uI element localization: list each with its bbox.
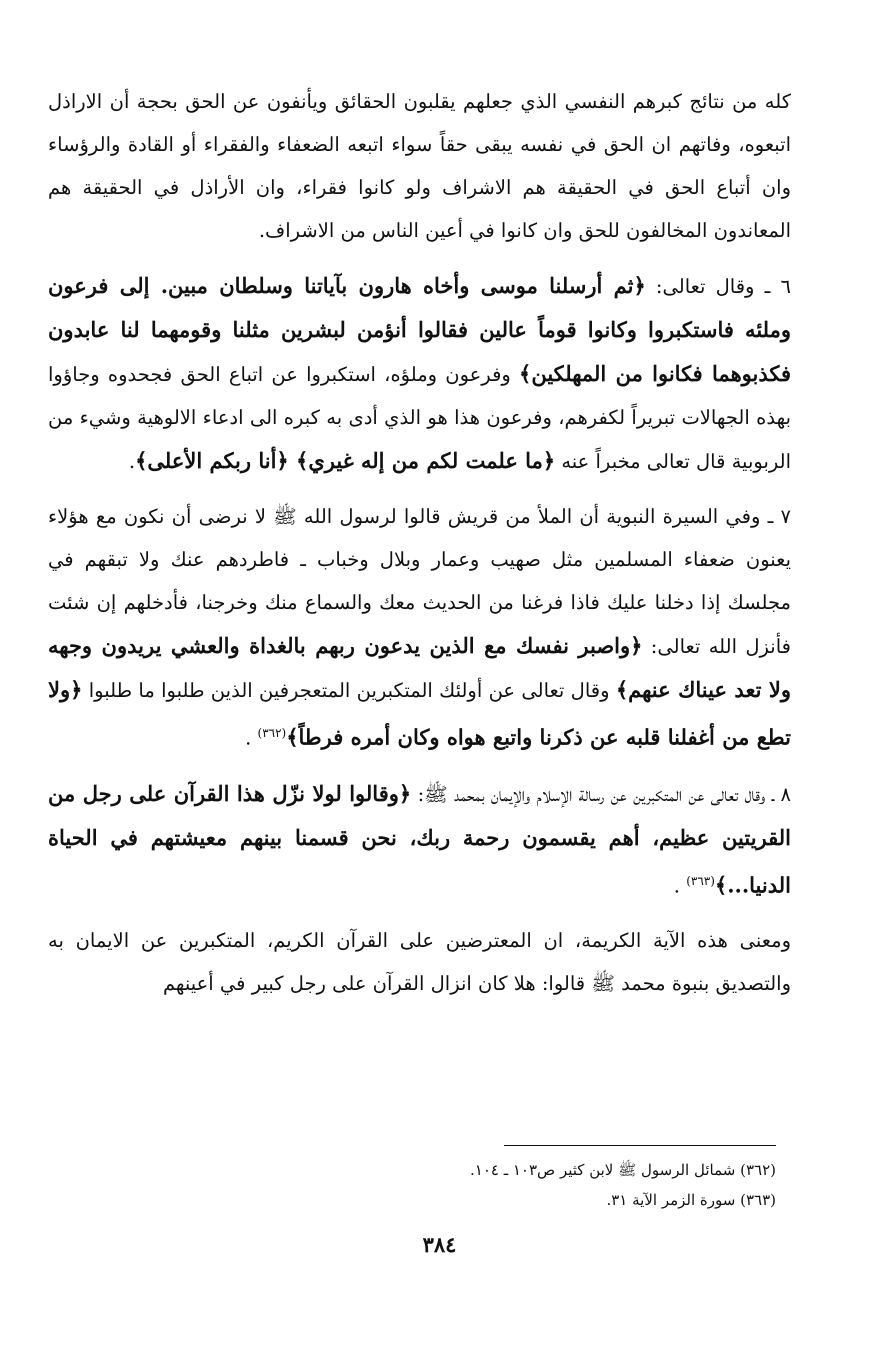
quran-quote-4: ﴿ولا تطع من أغفلنا قلبه عن ذكرنا واتبع هواه وكان أمره فرطاً﴾ bbox=[48, 677, 791, 750]
paragraph-3-end: . bbox=[245, 726, 258, 750]
footnote-363: (٣٦٣) سورة الزمر الآية ٣١. bbox=[606, 1191, 776, 1209]
body-text bbox=[48, 80, 791, 1017]
paragraph-2 bbox=[48, 264, 791, 483]
footnote-ref-362: (٣٦٢) bbox=[257, 726, 287, 740]
paragraph-4-intro: ٨ ـ وقال تعالى عن المتكبرين عن رسالة الإسلام والإيمان بمحمد ﷺ: bbox=[411, 782, 791, 806]
page-number: ٣٨٤ bbox=[422, 1232, 457, 1257]
footnote-362: (٣٦٢) شمائل الرسول ﷺ لابن كثير ص١٠٣ ـ ١٠٤. bbox=[469, 1161, 776, 1179]
paragraph-2-end: . bbox=[128, 450, 136, 473]
quran-quote-1: ﴿ثم أرسلنا موسى وأخاه هارون بآياتنا وسلطان مبين. إلى فرعون وملئه فاستكبروا وكانوا قوماً عالين فقالوا أنؤمن لبشرين مثلنا وقومهما لنا عابدون فكذبوهما فكانوا من المهلكين﴾ bbox=[48, 273, 791, 386]
footnotes bbox=[216, 1155, 776, 1215]
paragraph-5 bbox=[48, 919, 791, 1005]
paragraph-4-end: . bbox=[673, 874, 687, 897]
footnote-divider bbox=[504, 1145, 776, 1146]
paragraph-3-commentary: وقال تعالى عن أولئك المتكبرين المتعجرفين الذين طلبوا ما طلبوا bbox=[82, 679, 616, 702]
paragraph-2-commentary: وفرعون وملؤه، استكبروا عن اتباع الحق فجحدوه وجاؤوا بهذه الجهالات تبريراً لكفرهم، وفرعون هذا هو الذي أدى به كبره الى ادعاء الالوهية وشيء من الربوبية قال تعالى مخبراً عنه bbox=[48, 363, 791, 473]
paragraph-2-intro: ٦ ـ وقال تعالى: bbox=[645, 275, 791, 298]
paragraph-1 bbox=[48, 80, 791, 252]
quran-quote-2: ﴿ما علمت لكم من إله غيري﴾ ﴿أنا ربكم الأعلى﴾ bbox=[135, 448, 556, 473]
footnote-ref-363: (٣٦٣) bbox=[686, 873, 715, 888]
paragraph-3-intro: ٧ ـ وفي السيرة النبوية أن الملأ من قريش قالوا لرسول الله ﷺ لا نرضى أن نكون مع هؤلاء يعنون ضعفاء المسلمين مثل صهيب وعمار وبلال وخباب ـ فاطردهم عنك ولا تبقهم في مجلسك إذا دخلنا عليك فاذا فرغنا من الحديث معك والسماع منك وخرجنا، فأدخلهم إن شئت فأنزل الله تعالى: bbox=[48, 505, 791, 658]
paragraph-3 bbox=[48, 495, 791, 760]
paragraph-1-text: كله من نتائج كبرهم النفسي الذي جعلهم يقلبون الحقائق ويأنفون عن الحق بحجة أن الاراذل اتبعوه، وفاتهم ان الحق في نفسه يبقى حقاً سواء اتبعه الضعفاء والفقراء أو القادة والرؤساء وان أتباع الحق في الحقيقة هم الاشراف ولو كانوا فقراء، وان الأراذل في الحقيقة هم المعاندون المخالفون للحق وان كانوا في أعين الناس من الاشراف. bbox=[48, 90, 791, 242]
quran-quote-3: ﴿واصبر نفسك مع الذين يدعون ربهم بالغداة والعشي يريدون وجهه ولا تعد عيناك عنهم﴾ bbox=[48, 633, 791, 702]
paragraph-5-text: ومعنى هذه الآية الكريمة، ان المعترضين على القرآن الكريم، المتكبرين عن الايمان به والتصديق بنبوة محمد ﷺ قالوا: هلا كان انزال القرآن على رجل كبير في أعينهم bbox=[48, 929, 791, 995]
quran-quote-5: ﴿وقالوا لولا نزّل هذا القرآن على رجل من القريتين عظيم، أهم يقسمون رحمة ربك، نحن قسمنا بينهم معيشتهم في الحياة الدنيا...﴾ bbox=[48, 780, 791, 897]
paragraph-4 bbox=[48, 772, 791, 908]
